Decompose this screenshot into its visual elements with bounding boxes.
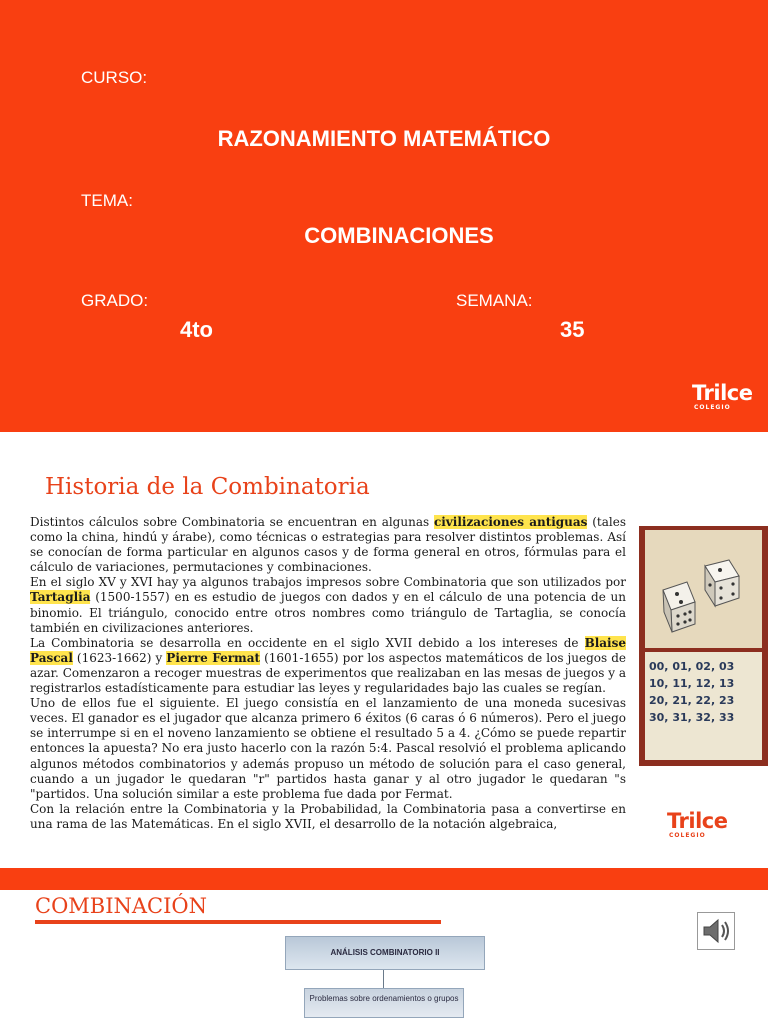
audio-icon xyxy=(698,913,734,949)
text-run: (1500-1557) en es estudio de juegos con dados y en el cálculo de una potencia de un binomio. El triángulo, conocido entre otros nombres como triángulo de Tartaglia, se conocía también en civilizaciones anteriores. xyxy=(30,590,626,635)
course-title: RAZONAMIENTO MATEMÁTICO xyxy=(217,126,551,151)
logo-sub: COLEGIO xyxy=(669,832,706,839)
diagram-box-problems: Problemas sobre ordenamientos o grupos xyxy=(304,988,464,1018)
diagram-connector xyxy=(383,970,384,988)
topic-label: TEMA: xyxy=(81,191,133,210)
text-run: (1623-1662) y xyxy=(72,650,167,665)
text-run: (tales como la china, hindú y árabe), como técnicas o estrategias para resolver distintos problemas. Así se conocían de forma particular en algunos casos y de forma general en otros, fórmulas para el cálculo de variaciones, permutaciones y combinaciones. xyxy=(30,515,626,575)
logo-word: Trilce xyxy=(667,809,728,833)
cover-slide xyxy=(0,0,768,432)
dice-icon xyxy=(645,530,762,648)
number-row: 00, 01, 02, 03 xyxy=(649,660,735,673)
text-run: (1601-1655) por los aspectos matemáticos de los juegos de azar. Comenzaron a recoger muestras de experimentos que realizaban en las mesas de juegos y a registrarlos estadísticamente para estudiar las leyes y regularidades bajo las cuales se regían. xyxy=(30,650,627,696)
logo-sub: COLEGIO xyxy=(694,404,731,411)
combination-title: COMBINACIÓN xyxy=(35,894,208,918)
trilce-logo xyxy=(667,810,727,839)
speaker-icon[interactable] xyxy=(697,912,735,950)
title-underline xyxy=(35,920,441,924)
paragraph-2 xyxy=(30,575,626,635)
text-run: Distintos cálculos sobre Combinatoria se encuentran en algunas xyxy=(30,515,434,529)
text-run: La Combinatoria se desarrolla en occidente en el siglo XVII debido a los intereses de xyxy=(30,635,585,650)
week-value: 35 xyxy=(560,317,585,342)
history-title: Historia de la Combinatoria xyxy=(45,474,370,500)
number-row: 20, 21, 22, 23 xyxy=(649,694,735,707)
highlight: civilizaciones antiguas xyxy=(433,515,588,529)
logo-word: Trilce xyxy=(692,381,753,405)
paragraph-3 xyxy=(30,636,626,696)
number-row: 30, 31, 32, 33 xyxy=(649,711,735,724)
text-run: En el siglo XV y XVI hay ya algunos trabajos impresos sobre Combinatoria que son utilizados por xyxy=(30,575,626,590)
top-band xyxy=(0,868,768,890)
diagram-box-analysis: ANÁLISIS COMBINATORIO II xyxy=(285,936,485,970)
grade-value: 4to xyxy=(180,317,213,342)
highlight: Blaise Pascal xyxy=(30,635,626,665)
dice-photo xyxy=(639,526,768,766)
highlight: Pierre Fermat xyxy=(166,650,261,665)
grade-label: GRADO: xyxy=(81,291,149,310)
number-row: 10, 11, 12, 13 xyxy=(649,677,735,690)
history-body xyxy=(30,515,626,832)
week-label: SEMANA: xyxy=(456,291,533,310)
course-label: CURSO: xyxy=(81,68,148,87)
photo-dice-area xyxy=(645,530,762,648)
combination-slide xyxy=(0,868,768,1024)
paragraph-4: Uno de ellos fue el siguiente. El juego consistía en el lanzamiento de una moneda sucesivas veces. El ganador es el jugador que alcanza primero 6 éxitos (6 caras ó 6 números). Pero el juego se interrumpe si en el noveno lanzamiento se obtiene el resultado 5 a 4. ¿Cómo se puede repartir entonces la apuesta? No era justo hacerlo con la razón 5:4. Pascal resolvió el problema aplicando algunos métodos combinatorios y además propuso un método de solución para el caso general, cuando a un jugador le quedaran "r" partidos hasta ganar y al otro jugador le quedaran "s "partidos. Una solución similar a este problema fue dada por Fermat. xyxy=(30,696,626,801)
trilce-logo xyxy=(692,382,752,411)
paragraph-5: Con la relación entre la Combinatoria y la Probabilidad, la Combinatoria pasa a convertirse en una rama de las Matemáticas. En el siglo XVII, el desarrollo de la notación algebraica, xyxy=(30,801,626,831)
slide-separator xyxy=(0,432,768,454)
paragraph-1 xyxy=(30,515,626,575)
highlight: Tartaglia xyxy=(30,590,91,605)
photo-numbers xyxy=(649,658,761,726)
history-slide xyxy=(0,454,768,868)
topic-title: COMBINACIONES xyxy=(304,223,494,248)
